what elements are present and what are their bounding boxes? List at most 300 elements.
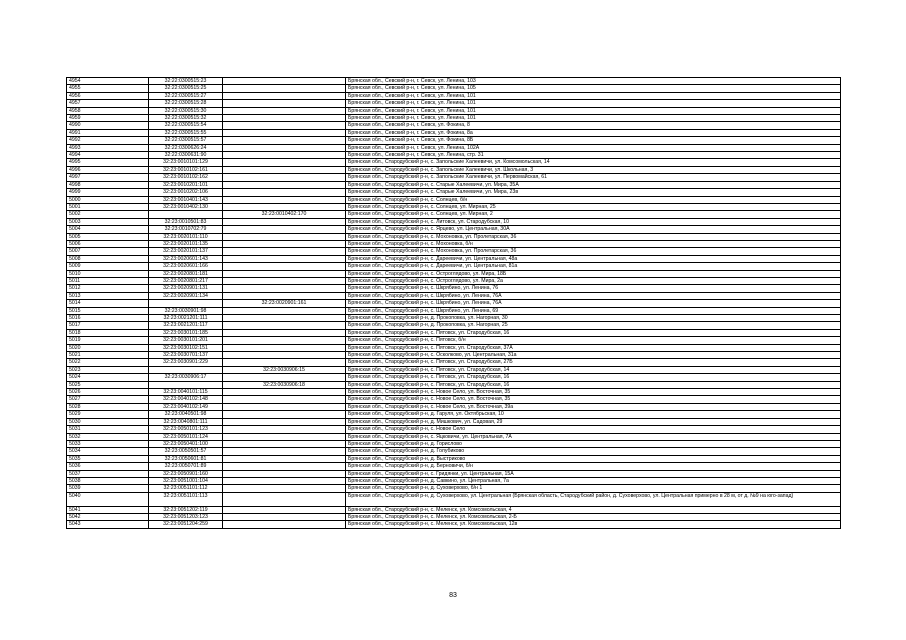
cadastral-number-cell: 32:23:0040801:111 xyxy=(149,418,223,425)
address-cell: Брянская обл., Стародубский р-н, с. Новое Село, ул. Восточная, 39а xyxy=(346,403,841,410)
table-row xyxy=(67,144,841,151)
row-number-cell: 5015 xyxy=(67,307,149,314)
address-cell: Брянская обл., Севский р-н, г. Севск, ул. Ленина, 101 xyxy=(346,107,841,114)
table-row xyxy=(67,240,841,247)
table-row xyxy=(67,315,841,322)
cadastral-number-alt-cell xyxy=(223,506,346,513)
table-row xyxy=(67,255,841,262)
cadastral-number-cell: 32:23:0020801:217 xyxy=(149,277,223,284)
cadastral-number-cell: 32:23:0020901:134 xyxy=(149,292,223,299)
table-row xyxy=(67,263,841,270)
cadastral-number-alt-cell xyxy=(223,233,346,240)
cadastral-number-alt-cell xyxy=(223,374,346,381)
address-cell: Брянская обл., Стародубский р-н, с. Пятовск, ул. Стародубская, 14 xyxy=(346,366,841,373)
table-row xyxy=(67,181,841,188)
cadastral-number-cell: 32:22:0300515:23 xyxy=(149,78,223,85)
table-row xyxy=(67,85,841,92)
cadastral-number-alt-cell xyxy=(223,189,346,196)
row-number-cell: 5039 xyxy=(67,485,149,492)
address-cell: Брянская обл., Стародубский р-н, д. Суховерхово, ул. Центральная (Брянская область, Стародубский район, д. Суховерхово, ул. Центральная примерно в 28 м, от д. №9 на юго-запад) xyxy=(346,492,841,506)
address-cell: Брянская обл., Севский р-н, г. Севск, ул. Фокина, 8 xyxy=(346,122,841,129)
address-cell: Брянская обл., Стародубский р-н, с. Мохоновка, ул. Пролетарская, 36 xyxy=(346,248,841,255)
cadastral-number-cell: 32:22:0300515:30 xyxy=(149,107,223,114)
row-number-cell: 4990 xyxy=(67,122,149,129)
cadastral-number-cell: 32:23:0021201:111 xyxy=(149,315,223,322)
row-number-cell: 5026 xyxy=(67,389,149,396)
cadastral-number-alt-cell xyxy=(223,485,346,492)
row-number-cell: 5022 xyxy=(67,359,149,366)
row-number-cell: 5025 xyxy=(67,381,149,388)
cadastral-number-alt-cell xyxy=(223,322,346,329)
row-number-cell: 5042 xyxy=(67,513,149,520)
cadastral-number-alt-cell: 32:23:0030906:15 xyxy=(223,366,346,373)
address-cell: Брянская обл., Стародубский р-н, с. Шкрябино, ул. Ленина, 76А xyxy=(346,292,841,299)
row-number-cell: 4959 xyxy=(67,115,149,122)
table-row xyxy=(67,152,841,159)
cadastral-number-alt-cell xyxy=(223,122,346,129)
cadastral-number-cell: 32:23:0030901:98 xyxy=(149,307,223,314)
cadastral-number-alt-cell xyxy=(223,226,346,233)
cadastral-number-cell: 32:22:0300515:54 xyxy=(149,122,223,129)
address-cell: Брянская обл., Стародубский р-н, д. Выстриково xyxy=(346,455,841,462)
cadastral-number-cell: 32:23:0030102:151 xyxy=(149,344,223,351)
address-cell: Брянская обл., Стародубский р-н, с. Пятовск, ул. Стародубская, 37А xyxy=(346,344,841,351)
cadastral-number-alt-cell xyxy=(223,159,346,166)
address-cell: Брянская обл., Стародубский р-н, с. Меленск, ул. Комсомольская, 12в xyxy=(346,521,841,528)
cadastral-number-alt-cell xyxy=(223,411,346,418)
table-row xyxy=(67,270,841,277)
address-cell: Брянская обл., Стародубский р-н, с. Пятовск, ул. Стародубская, 16 xyxy=(346,329,841,336)
cadastral-number-alt-cell xyxy=(223,277,346,284)
cadastral-number-alt-cell xyxy=(223,418,346,425)
table-row xyxy=(67,129,841,136)
row-number-cell: 5021 xyxy=(67,352,149,359)
cadastral-number-alt-cell xyxy=(223,477,346,484)
cadastral-number-cell: 32:23:0010702:79 xyxy=(149,226,223,233)
cadastral-number-cell: 32:23:0050101:124 xyxy=(149,433,223,440)
cadastral-number-alt-cell xyxy=(223,137,346,144)
cadastral-number-cell: 32:23:0051101:113 xyxy=(149,492,223,506)
address-cell: Брянская обл., Стародубский р-н, с. Меленск, ул. Комсомольская, 4 xyxy=(346,506,841,513)
table-row xyxy=(67,352,841,359)
cadastral-number-alt-cell xyxy=(223,92,346,99)
table-row xyxy=(67,233,841,240)
table-row xyxy=(67,322,841,329)
address-cell: Брянская обл., Стародубский р-н, с. Дареевичи, ул. Центральная, 81а xyxy=(346,263,841,270)
cadastral-number-cell: 32:23:0010202:106 xyxy=(149,189,223,196)
address-cell: Брянская обл., Стародубский р-н, с. Ярцево, ул. Центральная, 30А xyxy=(346,226,841,233)
table-row xyxy=(67,470,841,477)
table-row xyxy=(67,159,841,166)
cadastral-number-cell: 32:23:0050601:81 xyxy=(149,455,223,462)
cadastral-number-cell: 32:23:0040102:148 xyxy=(149,396,223,403)
row-number-cell: 5016 xyxy=(67,315,149,322)
address-cell: Брянская обл., Стародубский р-н, с. Остроглядово, ул. Мира, 18Б xyxy=(346,270,841,277)
cadastral-number-cell xyxy=(149,381,223,388)
address-cell: Брянская обл., Стародубский р-н, с. Шкрябино, ул. Ленина, 69 xyxy=(346,307,841,314)
cadastral-number-cell: 32:23:0051203:123 xyxy=(149,513,223,520)
row-number-cell: 5000 xyxy=(67,196,149,203)
row-number-cell: 5041 xyxy=(67,506,149,513)
cadastral-number-cell: 32:23:0051101:112 xyxy=(149,485,223,492)
table-row xyxy=(67,485,841,492)
address-cell: Брянская обл., Севский р-н, г. Севск, ул. Ленина, 105 xyxy=(346,85,841,92)
table-row xyxy=(67,92,841,99)
table-row xyxy=(67,115,841,122)
address-cell: Брянская обл., Стародубский р-н, с. Новое Село, ул. Восточная, 35 xyxy=(346,396,841,403)
table-row xyxy=(67,463,841,470)
row-number-cell: 5013 xyxy=(67,292,149,299)
address-cell: Брянская обл., Стародубский р-н, д. Гаруля, ул. Октябрьская, 10 xyxy=(346,411,841,418)
table-row xyxy=(67,78,841,85)
cadastral-number-alt-cell xyxy=(223,337,346,344)
cadastral-number-cell: 32:22:0300515:25 xyxy=(149,85,223,92)
property-table xyxy=(66,77,841,529)
row-number-cell: 5007 xyxy=(67,248,149,255)
cadastral-number-alt-cell: 32:23:0020901:161 xyxy=(223,300,346,307)
cadastral-number-alt-cell xyxy=(223,129,346,136)
table-row xyxy=(67,389,841,396)
cadastral-number-alt-cell xyxy=(223,166,346,173)
table-row xyxy=(67,285,841,292)
cadastral-number-alt-cell xyxy=(223,470,346,477)
cadastral-number-alt-cell xyxy=(223,270,346,277)
row-number-cell: 5004 xyxy=(67,226,149,233)
cadastral-number-cell xyxy=(149,300,223,307)
cadastral-number-cell: 32:22:0300515:57 xyxy=(149,137,223,144)
table-row xyxy=(67,329,841,336)
cadastral-number-alt-cell xyxy=(223,433,346,440)
address-cell: Брянская обл., Стародубский р-н, с. Мохоновка, б/н xyxy=(346,240,841,247)
cadastral-number-alt-cell xyxy=(223,255,346,262)
cadastral-number-cell: 32:23:0030101:201 xyxy=(149,337,223,344)
cadastral-number-cell: 32:23:0010102:162 xyxy=(149,174,223,181)
table-row xyxy=(67,189,841,196)
row-number-cell: 4999 xyxy=(67,189,149,196)
table-row xyxy=(67,292,841,299)
table-row xyxy=(67,137,841,144)
row-number-cell: 5043 xyxy=(67,521,149,528)
row-number-cell: 4996 xyxy=(67,166,149,173)
table-row xyxy=(67,122,841,129)
table-row xyxy=(67,307,841,314)
row-number-cell: 5036 xyxy=(67,463,149,470)
address-cell: Брянская обл., Стародубский р-н, с. Литовск, ул. Стародубская, 10 xyxy=(346,218,841,225)
row-number-cell: 5014 xyxy=(67,300,149,307)
row-number-cell: 5023 xyxy=(67,366,149,373)
row-number-cell: 5037 xyxy=(67,470,149,477)
row-number-cell: 5033 xyxy=(67,440,149,447)
table-row xyxy=(67,337,841,344)
cadastral-number-cell: 32:22:0300515:55 xyxy=(149,129,223,136)
cadastral-number-cell: 32:23:0010102:161 xyxy=(149,166,223,173)
address-cell: Брянская обл., Стародубский р-н, с. Яцковичи, ул. Центральная, 7А xyxy=(346,433,841,440)
cadastral-number-alt-cell xyxy=(223,521,346,528)
cadastral-number-cell: 32:23:0010101:129 xyxy=(149,159,223,166)
row-number-cell: 5012 xyxy=(67,285,149,292)
cadastral-number-alt-cell xyxy=(223,144,346,151)
cadastral-number-alt-cell xyxy=(223,396,346,403)
cadastral-number-cell: 32:22:0300631:90 xyxy=(149,152,223,159)
row-number-cell: 5024 xyxy=(67,374,149,381)
table-row xyxy=(67,174,841,181)
row-number-cell: 5032 xyxy=(67,433,149,440)
table-row xyxy=(67,396,841,403)
table-row xyxy=(67,403,841,410)
cadastral-number-cell: 32:23:0040102:149 xyxy=(149,403,223,410)
address-cell: Брянская обл., Стародубский р-н, с. Пятовск, б/н xyxy=(346,337,841,344)
table-row xyxy=(67,411,841,418)
row-number-cell: 5040 xyxy=(67,492,149,506)
cadastral-number-cell: 32:22:0300626:24 xyxy=(149,144,223,151)
cadastral-number-cell: 32:23:0050501:57 xyxy=(149,448,223,455)
row-number-cell: 5009 xyxy=(67,263,149,270)
table-row xyxy=(67,492,841,506)
row-number-cell: 4997 xyxy=(67,174,149,181)
row-number-cell: 4955 xyxy=(67,85,149,92)
address-cell: Брянская обл., Стародубский р-н, с. Осколково, ул. Центральная, 31а xyxy=(346,352,841,359)
table-row xyxy=(67,203,841,210)
cadastral-number-alt-cell xyxy=(223,403,346,410)
table-row xyxy=(67,433,841,440)
cadastral-number-cell: 32:23:0020601:143 xyxy=(149,255,223,262)
table-row xyxy=(67,344,841,351)
row-number-cell: 4954 xyxy=(67,78,149,85)
cadastral-number-alt-cell xyxy=(223,263,346,270)
cadastral-number-alt-cell xyxy=(223,329,346,336)
cadastral-number-cell: 32:23:0030701:137 xyxy=(149,352,223,359)
row-number-cell: 4998 xyxy=(67,181,149,188)
row-number-cell: 5010 xyxy=(67,270,149,277)
table-row xyxy=(67,166,841,173)
address-cell: Брянская обл., Стародубский р-н, с. Шкрябино, ул. Ленина, 76А xyxy=(346,300,841,307)
table-row xyxy=(67,100,841,107)
address-cell: Брянская обл., Стародубский р-н, с. Запольские Халеевичи, ул. Школьная, 3 xyxy=(346,166,841,173)
row-number-cell: 5038 xyxy=(67,477,149,484)
register-sheet xyxy=(66,77,840,529)
cadastral-number-cell: 32:23:0020601:166 xyxy=(149,263,223,270)
cadastral-number-alt-cell xyxy=(223,174,346,181)
row-number-cell: 4994 xyxy=(67,152,149,159)
cadastral-number-cell: 32:23:0051001:104 xyxy=(149,477,223,484)
cadastral-number-cell: 32:22:0300515:27 xyxy=(149,92,223,99)
table-row xyxy=(67,506,841,513)
table-row xyxy=(67,211,841,218)
row-number-cell: 4957 xyxy=(67,100,149,107)
cadastral-number-alt-cell xyxy=(223,107,346,114)
address-cell: Брянская обл., Стародубский р-н, с. Пятовск, ул. Стародубская, 16 xyxy=(346,381,841,388)
address-cell: Брянская обл., Стародубский р-н, д. Горислово xyxy=(346,440,841,447)
cadastral-number-cell: 32:23:0040501:98 xyxy=(149,411,223,418)
cadastral-number-alt-cell xyxy=(223,218,346,225)
cadastral-number-alt-cell xyxy=(223,248,346,255)
row-number-cell: 5029 xyxy=(67,411,149,418)
address-cell: Брянская обл., Стародубский р-н, с. Мохоновка, ул. Пролетарская, 36 xyxy=(346,233,841,240)
table-row xyxy=(67,277,841,284)
cadastral-number-alt-cell xyxy=(223,181,346,188)
address-cell: Брянская обл., Севский р-н, г. Севск, ул. Ленина, 101 xyxy=(346,115,841,122)
cadastral-number-cell: 32:22:0300515:28 xyxy=(149,100,223,107)
cadastral-number-alt-cell xyxy=(223,426,346,433)
address-cell: Брянская обл., Севский р-н, г. Севск, ул. Ленина, 102А xyxy=(346,144,841,151)
cadastral-number-alt-cell xyxy=(223,352,346,359)
address-cell: Брянская обл., Стародубский р-н, с. Новое Село xyxy=(346,426,841,433)
row-number-cell: 5030 xyxy=(67,418,149,425)
address-cell: Брянская обл., Стародубский р-н, д. Суховерхово, б/н 1 xyxy=(346,485,841,492)
table-row xyxy=(67,521,841,528)
row-number-cell: 5006 xyxy=(67,240,149,247)
address-cell: Брянская обл., Стародубский р-н, с. Гридянки, ул. Центральная, 15А xyxy=(346,470,841,477)
cadastral-number-alt-cell xyxy=(223,292,346,299)
cadastral-number-cell: 32:23:0020101:135 xyxy=(149,240,223,247)
table-row xyxy=(67,418,841,425)
address-cell: Брянская обл., Стародубский р-н, д. Голубиково xyxy=(346,448,841,455)
row-number-cell: 4992 xyxy=(67,137,149,144)
cadastral-number-alt-cell xyxy=(223,440,346,447)
table-row xyxy=(67,218,841,225)
row-number-cell: 5008 xyxy=(67,255,149,262)
table-row xyxy=(67,448,841,455)
row-number-cell: 4991 xyxy=(67,129,149,136)
cadastral-number-cell: 32:23:0010501:83 xyxy=(149,218,223,225)
cadastral-number-alt-cell xyxy=(223,85,346,92)
cadastral-number-alt-cell xyxy=(223,100,346,107)
table-row xyxy=(67,477,841,484)
cadastral-number-alt-cell xyxy=(223,203,346,210)
cadastral-number-cell: 32:23:0051204:259 xyxy=(149,521,223,528)
cadastral-number-alt-cell xyxy=(223,448,346,455)
address-cell: Брянская обл., Стародубский р-н, с. Старые Халеевичи, ул. Мира, 23в xyxy=(346,189,841,196)
cadastral-number-cell: 32:23:0010401:143 xyxy=(149,196,223,203)
cadastral-number-alt-cell xyxy=(223,513,346,520)
row-number-cell: 5001 xyxy=(67,203,149,210)
cadastral-number-cell: 32:23:0021201:117 xyxy=(149,322,223,329)
table-row xyxy=(67,359,841,366)
row-number-cell: 5011 xyxy=(67,277,149,284)
cadastral-number-alt-cell xyxy=(223,389,346,396)
cadastral-number-alt-cell xyxy=(223,455,346,462)
address-cell: Брянская обл., Севский р-н, г. Севск, ул. Фокина, 8Б xyxy=(346,137,841,144)
cadastral-number-alt-cell: 32:23:0030906:18 xyxy=(223,381,346,388)
cadastral-number-cell: 32:23:0050701:89 xyxy=(149,463,223,470)
cadastral-number-cell xyxy=(149,366,223,373)
address-cell: Брянская обл., Стародубский р-н, с. Меленск, ул. Комсомольская, 2-Б xyxy=(346,513,841,520)
address-cell: Брянская обл., Стародубский р-н, с. Пятовск, ул. Стародубская, 16 xyxy=(346,374,841,381)
table-row xyxy=(67,381,841,388)
address-cell: Брянская обл., Стародубский р-н, с. Дареевичи, ул. Центральная, 48а xyxy=(346,255,841,262)
row-number-cell: 4956 xyxy=(67,92,149,99)
cadastral-number-cell: 32:23:0010402:130 xyxy=(149,203,223,210)
cadastral-number-cell xyxy=(149,211,223,218)
cadastral-number-alt-cell xyxy=(223,152,346,159)
cadastral-number-alt-cell xyxy=(223,115,346,122)
cadastral-number-cell: 32:23:0020801:181 xyxy=(149,270,223,277)
row-number-cell: 5031 xyxy=(67,426,149,433)
cadastral-number-alt-cell xyxy=(223,359,346,366)
address-cell: Брянская обл., Стародубский р-н, с. Пятовск, ул. Стародубская, 27Б xyxy=(346,359,841,366)
cadastral-number-cell: 32:23:0020901:131 xyxy=(149,285,223,292)
row-number-cell: 5034 xyxy=(67,448,149,455)
table-row xyxy=(67,513,841,520)
address-cell: Брянская обл., Стародубский р-н, д. Берновичи, б/н xyxy=(346,463,841,470)
row-number-cell: 5020 xyxy=(67,344,149,351)
address-cell: Брянская обл., Севский р-н, г. Севск, ул. Ленина, стр. 31 xyxy=(346,152,841,159)
table-row xyxy=(67,107,841,114)
address-cell: Брянская обл., Стародубский р-н, с. Запольские Халеевичи, ул. Первомайская, 61 xyxy=(346,174,841,181)
row-number-cell: 5019 xyxy=(67,337,149,344)
cadastral-number-alt-cell xyxy=(223,78,346,85)
table-row xyxy=(67,248,841,255)
address-cell: Брянская обл., Стародубский р-н, с. Старые Халеевичи, ул. Мира, 35А xyxy=(346,181,841,188)
address-cell: Брянская обл., Стародубский р-н, с. Солнцев, ул. Мирная, 25 xyxy=(346,203,841,210)
address-cell: Брянская обл., Стародубский р-н, д. Прокоповка, ул. Нагорная, 30 xyxy=(346,315,841,322)
cadastral-number-alt-cell xyxy=(223,463,346,470)
cadastral-number-alt-cell xyxy=(223,285,346,292)
cadastral-number-cell: 32:23:0051202:119 xyxy=(149,506,223,513)
cadastral-number-cell: 32:23:0030901:229 xyxy=(149,359,223,366)
property-table-body xyxy=(67,78,841,529)
address-cell: Брянская обл., Стародубский р-н, с. Солнцев, б/н xyxy=(346,196,841,203)
cadastral-number-alt-cell xyxy=(223,240,346,247)
row-number-cell: 5027 xyxy=(67,396,149,403)
address-cell: Брянская обл., Севский р-н, г. Севск, ул. Фокина, 8а xyxy=(346,129,841,136)
table-row xyxy=(67,366,841,373)
cadastral-number-cell: 32:23:0010201:101 xyxy=(149,181,223,188)
row-number-cell: 5028 xyxy=(67,403,149,410)
address-cell: Брянская обл., Стародубский р-н, д. Мишкович, ул. Садовая, 29 xyxy=(346,418,841,425)
cadastral-number-cell: 32:23:0040101:115 xyxy=(149,389,223,396)
address-cell: Брянская обл., Стародубский р-н, с. Шкрябино, ул. Ленина, 76 xyxy=(346,285,841,292)
cadastral-number-cell: 32:23:0050901:160 xyxy=(149,470,223,477)
table-row xyxy=(67,455,841,462)
address-cell: Брянская обл., Стародубский р-н, с. Солнцев, ул. Мирная, 2 xyxy=(346,211,841,218)
row-number-cell: 5003 xyxy=(67,218,149,225)
page-number: 83 xyxy=(449,592,457,599)
address-cell: Брянская обл., Стародубский р-н, с. Запольские Халеевичи, ул. Комсомольская, 14 xyxy=(346,159,841,166)
table-row xyxy=(67,226,841,233)
cadastral-number-alt-cell xyxy=(223,315,346,322)
table-row xyxy=(67,374,841,381)
cadastral-number-cell: 32:23:0030101:185 xyxy=(149,329,223,336)
row-number-cell: 5005 xyxy=(67,233,149,240)
cadastral-number-cell: 32:22:0300515:32 xyxy=(149,115,223,122)
row-number-cell: 4995 xyxy=(67,159,149,166)
table-row xyxy=(67,196,841,203)
address-cell: Брянская обл., Стародубский р-н, д. Прокоповка, ул. Нагорная, 25 xyxy=(346,322,841,329)
row-number-cell: 4993 xyxy=(67,144,149,151)
cadastral-number-cell: 32:23:0030906:17 xyxy=(149,374,223,381)
cadastral-number-alt-cell xyxy=(223,492,346,506)
address-cell: Брянская обл., Стародубский р-н, с. Остроглядово, ул. Мира, 2а xyxy=(346,277,841,284)
cadastral-number-alt-cell xyxy=(223,196,346,203)
address-cell: Брянская обл., Севский р-н, г. Севск, ул. Ленина, 101 xyxy=(346,92,841,99)
cadastral-number-cell: 32:23:0020101:110 xyxy=(149,233,223,240)
cadastral-number-cell: 32:23:0020101:137 xyxy=(149,248,223,255)
table-row xyxy=(67,300,841,307)
table-row xyxy=(67,426,841,433)
row-number-cell: 5002 xyxy=(67,211,149,218)
row-number-cell: 5018 xyxy=(67,329,149,336)
cadastral-number-alt-cell xyxy=(223,344,346,351)
cadastral-number-cell: 32:23:0050401:100 xyxy=(149,440,223,447)
cadastral-number-alt-cell: 32:23:0010402:170 xyxy=(223,211,346,218)
address-cell: Брянская обл., Стародубский р-н, с. Новое Село, ул. Восточная, 35 xyxy=(346,389,841,396)
table-row xyxy=(67,440,841,447)
address-cell: Брянская обл., Севский р-н, г. Севск, ул. Ленина, 103 xyxy=(346,78,841,85)
cadastral-number-alt-cell xyxy=(223,307,346,314)
row-number-cell: 5017 xyxy=(67,322,149,329)
row-number-cell: 5035 xyxy=(67,455,149,462)
